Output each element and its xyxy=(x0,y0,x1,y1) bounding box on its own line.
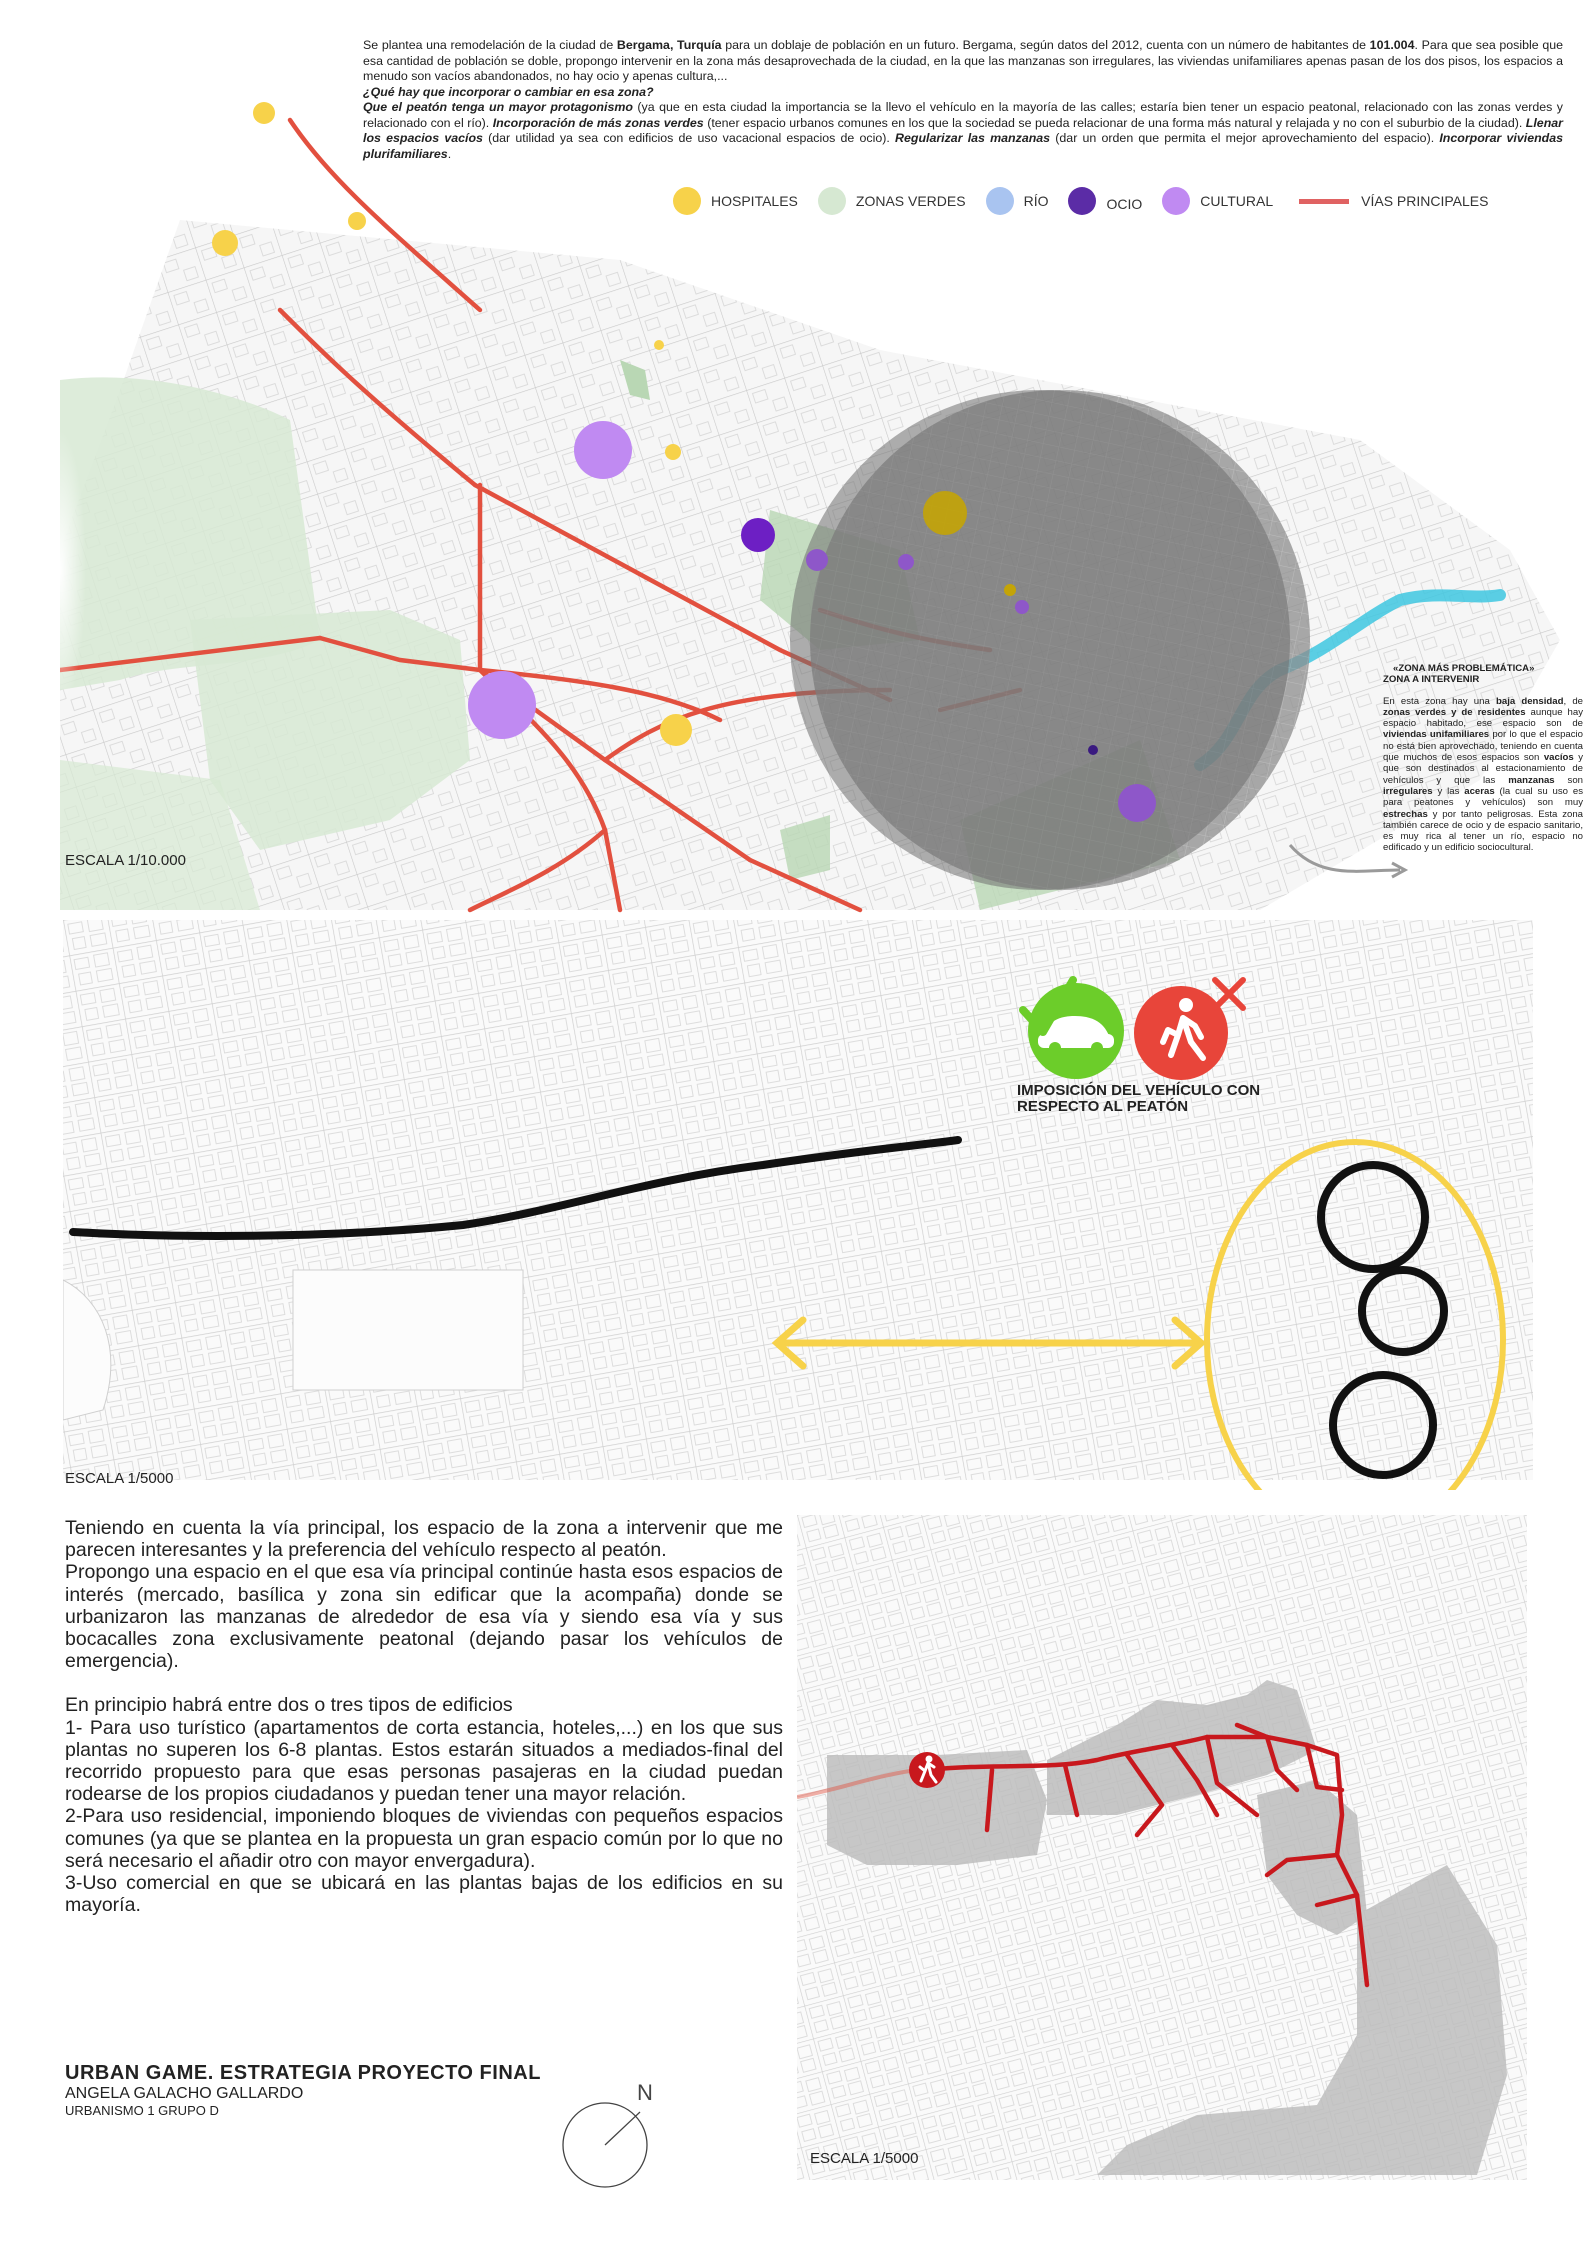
paragraph: 3-Uso comercial en que se ubicará en las plantas bajas de los edificios en su mayoría. xyxy=(65,1872,783,1917)
map-2 xyxy=(63,920,1533,1490)
hospital-marker xyxy=(923,491,967,535)
map-3 xyxy=(797,1515,1527,2180)
cultural-marker xyxy=(1118,784,1156,822)
hospital-marker xyxy=(660,714,692,746)
map-1 xyxy=(60,220,1587,920)
pedestrian-icon xyxy=(1134,986,1228,1080)
intervention-zone-circle xyxy=(790,390,1290,890)
legend-swatch xyxy=(673,187,701,215)
project-title: URBAN GAME. ESTRATEGIA PROYECTO FINAL xyxy=(65,2062,541,2084)
vehicle-note xyxy=(1017,1083,1260,1115)
hospital-marker xyxy=(665,444,681,460)
map2-scale: ESCALA 1/5000 xyxy=(65,1470,174,1487)
ocio-marker xyxy=(898,554,914,570)
legend-line xyxy=(1299,199,1349,204)
cultural-marker xyxy=(574,421,632,479)
legend: HOSPITALES ZONAS VERDES RÍO OCIO CULTURAL VÍAS PRINCIPALES xyxy=(673,186,1488,216)
title-block xyxy=(65,2062,541,2118)
proposal-text xyxy=(65,1517,783,1916)
intro-text: Se plantea una remodelación de la ciudad de Bergama, Turquía para un doblaje de población en un futuro. Bergama, según datos del 2012, cuenta con un número de habitantes de 101.004. Para que sea posible que esa cantidad de población se doble, propongo intervenir en la zona más desaprovechada de la ciudad, en la que las manzanas son irregulares, las viviendas unifamiliares apenas pasan de los dos pisos, los espacios a menudo son vacíos abandonados, no hay ocio y apenas cultura,... ¿Qué hay que incorporar o cambiar en esa zona? Que el peatón tenga un mayor protagonismo (ya que en esta ciudad la importancia se la llevo el vehículo en la mayoría de las calles; estaría bien tener un espacio peatonal, relacionado con las zonas verdes y relacionado con el río). Incorporación de más zonas verdes (tener espacio urbanos comunes en los que la sociedad se pueda relacionar de una forma más natural y relajada y no con el suburbio de la ciudad). Llenar los espacios vacíos (dar utilidad ya sea con edificios de uso vacacional espacios de ocio). Regularizar las manzanas (dar un orden que permita el mejor aprovechamiento del espacio). Incorporar viviendas plurifamiliares. xyxy=(363,38,1564,161)
legend-swatch xyxy=(1162,187,1190,215)
legend-swatch xyxy=(986,187,1014,215)
map3-scale: ESCALA 1/5000 xyxy=(810,2150,919,2167)
author-name: ANGELA GALACHO GALLARDO xyxy=(65,2085,304,2102)
ocio-marker xyxy=(1015,600,1029,614)
paragraph: 1- Para uso turístico (apartamentos de corta estancia, hoteles,...) en los que sus plantas no superen los 6-8 plantas. Estos estarán situados a mediados-final del recorrido propuesto para que esas personas pasajeras en la ciudad puedan rodearse de los propios ciudadanos y puedan tener una mayor relación. xyxy=(65,1716,783,1806)
legend-swatch xyxy=(1068,187,1096,215)
ocio-marker xyxy=(1088,745,1098,755)
hospital-marker xyxy=(1004,584,1016,596)
north-arrow-icon xyxy=(560,2080,670,2190)
north-label: N xyxy=(637,2080,653,2105)
legend-swatch xyxy=(818,187,846,215)
map1-scale: ESCALA 1/10.000 xyxy=(65,852,186,869)
problem-zone-text: «ZONA MÁS PROBLEMÁTICA» ZONA A INTERVENIR En esta zona hay una baja densidad, de zonas verdes y de residentes aunque hay espacio habitado, ese espacio son de viviendas unifamiliares por lo que el espacio no está bien aprovechado, teniendo en cuenta que muchos de esos espacios son vacíos y que son destinados al estacionamiento de vehículos y que las manzanas son irregulares y las aceras (la cual su uso es para peatones y vehículos) son muy estrechas y por tanto peligrosas. Esta zona también carece de ocio y de espacio sanitario, es muy rica al tener un río, espacio no edificado y un edificio sociocultural. xyxy=(1383,663,1584,854)
ocio-marker xyxy=(806,549,828,571)
paragraph: Teniendo en cuenta la vía principal, los espacio de la zona a intervenir que me parecen interesantes y la preferencia del vehículo respecto al peatón. xyxy=(65,1517,783,1562)
pedestrian-start-icon xyxy=(909,1752,945,1788)
ocio-marker xyxy=(741,518,775,552)
vehicle-note-line: IMPOSICIÓN DEL VEHÍCULO CON xyxy=(1017,1082,1261,1099)
hospital-marker xyxy=(654,340,664,350)
paragraph: En principio habrá entre dos o tres tipos de edificios xyxy=(65,1694,513,1717)
group-label: URBANISMO 1 GRUPO D xyxy=(65,2103,219,2118)
paragraph: Propongo una espacio en el que esa vía principal continúe hasta esos espacios de interés (mercado, basílica y zona sin edificar que la acompaña) donde se urbanizaron las manzanas de alrededor de esa vía y siendo esa vía y sus bocacalles zona exclusivamente peatonal (dejando pasar los vehículos de emergencia). xyxy=(65,1561,783,1673)
cultural-marker xyxy=(468,671,536,739)
paragraph: 2-Para uso residencial, imponiendo bloques de viviendas con pequeños espacios comunes (ya que se plantea en la propuesta un gran espacio común por lo que no será necesario el añadir otro con mayor envergadura). xyxy=(65,1805,783,1872)
road-top xyxy=(270,100,490,320)
vehicle-note-line: RESPECTO AL PEATÓN xyxy=(1017,1098,1189,1115)
